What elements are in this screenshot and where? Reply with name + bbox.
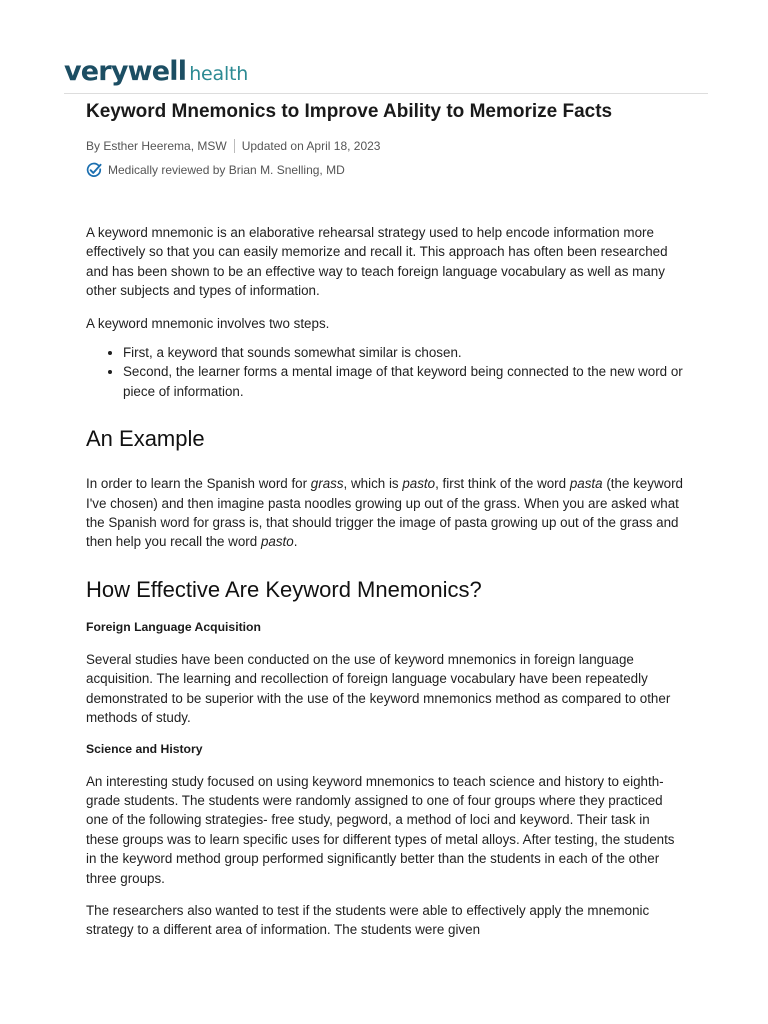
foreign-language-paragraph: Several studies have been conducted on the use of keyword mnemonics in foreign language acquisition. The learning and recollection of foreign language vocabulary have been repeatedly demonstrated to be superior with the use of the keyword mnemonics method as compared to other methods of study. [86,651,671,726]
example-emphasis: pasta [569,476,603,492]
intro-steps-lead: A keyword mnemonic involves two steps. [86,315,330,331]
list-item: • Second, the learner forms a mental image of that keyword being connected to the new word or piece of information. [123,362,686,401]
byline-separator [234,139,235,153]
article [86,100,686,940]
example-paragraph [86,474,686,552]
site-logo[interactable] [64,56,248,87]
article-title: Keyword Mnemonics to Improve Ability to Memorize Facts [86,101,613,122]
science-history-paragraph: An interesting study focused on using keyword mnemonics to teach science and history to eighth-grade students. The students were randomly assigned to one of four groups where they practiced one of the following strategies- free study, pegword, a method of loci and keyword. Their task in these groups was to learn specific uses for different types of metal alloys. After testing, the students in the keyword method group performed significantly better than the students in each of the other three groups. [86,773,675,886]
check-circle-icon [86,162,102,178]
example-emphasis: grass [310,476,344,492]
logo-wordmark-sub: health [189,63,249,85]
logo-wordmark-main: verywell [64,56,187,87]
example-text: (the keyword I've chosen) and then imagine pasta noodles growing up out of the grass. When you are asked what the Spanish word for grass is, that should trigger the image of pasta growing up out of the grass and then help you recall the word [86,476,683,550]
site-header [0,0,768,94]
heading-example: An Example [86,426,205,452]
list-item: • First, a keyword that sounds somewhat similar is chosen. [123,343,686,362]
steps-list [86,343,686,401]
example-emphasis: pasto [402,476,436,492]
subheading-science-history: Science and History [86,741,203,756]
example-text: In order to learn the Spanish word for [86,476,311,492]
heading-effectiveness: How Effective Are Keyword Mnemonics? [86,576,482,602]
researchers-paragraph: The researchers also wanted to test if the students were able to effectively apply the mnemonic strategy to a different area of information. The students were given [86,902,650,938]
intro-paragraph: A keyword mnemonic is an elaborative rehearsal strategy used to help encode information more effectively so that you can easily memorize and recall it. This approach has often been researched and has been shown to be an effective way to teach foreign language vocabulary as well as many other subjects and types of information. [86,225,668,299]
medical-review [86,161,686,179]
byline [86,137,686,155]
example-text: . [293,534,298,550]
reviewer-link[interactable]: Medically reviewed by Brian M. Snelling, MD [108,163,345,177]
example-text: , first think of the word [435,476,570,492]
updated-date: Updated on April 18, 2023 [241,139,381,153]
subheading-foreign-language: Foreign Language Acquisition [86,619,261,634]
header-divider [64,93,708,94]
example-text: , which is [343,476,403,492]
author-link[interactable]: By Esther Heerema, MSW [86,139,227,153]
example-emphasis: pasto [260,534,294,550]
